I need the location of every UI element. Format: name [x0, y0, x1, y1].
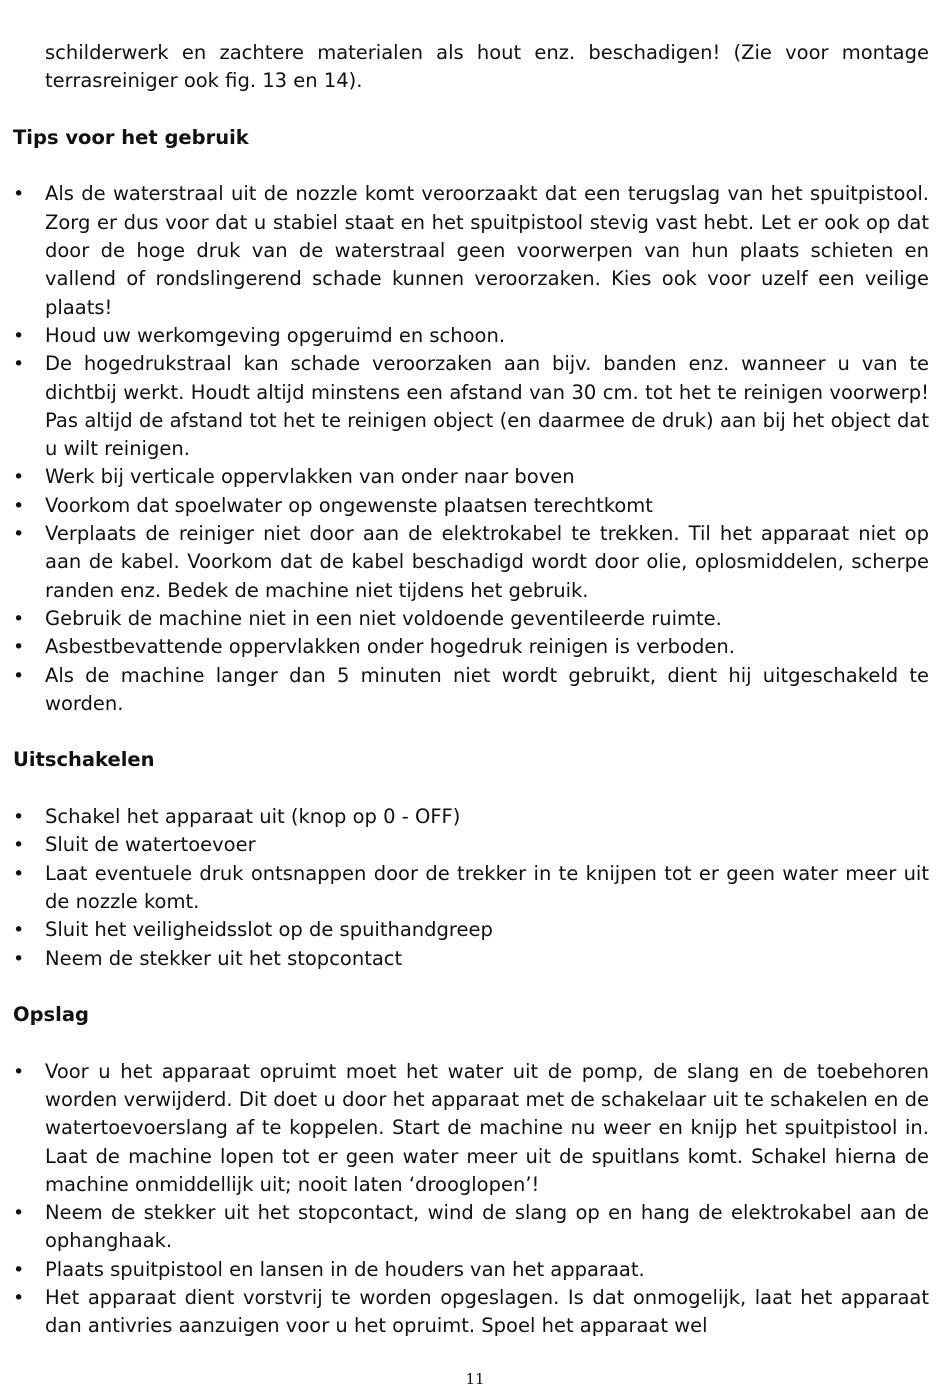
heading-uitschakelen: Uitschakelen: [13, 748, 155, 772]
opslag-list: [13, 1058, 929, 1341]
list-item: • Neem de stekker uit het stopcontact: [13, 945, 929, 973]
list-item: • Voor u het apparaat opruimt moet het water uit de pomp, de slang en de toebehoren worden verwijderd. Dit doet u door het apparaat met de schakelaar uit te schakelen en de watertoevoerslang af te koppelen. Start de machine nu weer en knijp het spuitpistool in. Laat de machine lopen tot er geen water meer uit de spuitlans komt. Schakel hierna de machine onmiddellijk uit; nooit laten ‘drooglopen’!: [13, 1058, 929, 1199]
heading-tips: Tips voor het gebruik: [13, 125, 249, 149]
list-item: • Gebruik de machine niet in een niet voldoende geventileerde ruimte.: [13, 605, 929, 633]
heading-opslag: Opslag: [13, 1003, 89, 1027]
list-item: • Verplaats de reiniger niet door aan de elektrokabel te trekken. Til het apparaat niet op aan de kabel. Voorkom dat de kabel beschadigd wordt door olie, oplosmiddelen, scherpe randen enz. Bedek de machine niet tijdens het gebruik.: [13, 520, 929, 605]
list-item: • Schakel het apparaat uit (knop op 0 - OFF): [13, 803, 929, 831]
list-item: • Sluit de watertoevoer: [13, 831, 929, 859]
list-item: • De hogedrukstraal kan schade veroorzaken aan bijv. banden enz. wanneer u van te dichtbij werkt. Houdt altijd minstens een afstand van 30 cm. tot het te reinigen voorwerp! Pas altijd de afstand tot het te reinigen object (en daarmee de druk) aan bij het object dat u wilt reinigen.: [13, 350, 929, 463]
list-item: • Laat eventuele druk ontsnappen door de trekker in te knijpen tot er geen water meer uit de nozzle komt.: [13, 860, 929, 917]
list-item: • Als de machine langer dan 5 minuten niet wordt gebruikt, dient hij uitgeschakeld te worden.: [13, 662, 929, 719]
list-item: • Houd uw werkomgeving opgeruimd en schoon.: [13, 322, 929, 350]
tips-list: [13, 180, 929, 718]
page-content: [13, 39, 929, 1341]
list-item: • Voorkom dat spoelwater op ongewenste plaatsen terechtkomt: [13, 492, 929, 520]
list-item: • Sluit het veiligheidsslot op de spuithandgreep: [13, 916, 929, 944]
list-item: • Neem de stekker uit het stopcontact, wind de slang op en hang de elektrokabel aan de ophanghaak.: [13, 1199, 929, 1256]
list-item: • Het apparaat dient vorstvrij te worden opgeslagen. Is dat onmogelijk, laat het apparaat dan antivries aanzuigen voor u het opruimt. Spoel het apparaat wel: [13, 1284, 929, 1341]
intro-continuation: schilderwerk en zachtere materialen als hout enz. beschadigen! (Zie voor montage terrasreiniger ook fig. 13 en 14).: [45, 41, 929, 93]
list-item: • Als de waterstraal uit de nozzle komt veroorzaakt dat een terugslag van het spuitpistool. Zorg er dus voor dat u stabiel staat en het spuitpistool stevig vast hebt. Let er ook op dat door de hoge druk van de waterstraal geen voorwerpen van hun plaats schieten en vallend of rondslingerend schade kunnen veroorzaken. Kies ook voor uzelf een veilige plaats!: [13, 180, 929, 321]
page-number: 11: [465, 1370, 485, 1388]
list-item: • Asbestbevattende oppervlakken onder hogedruk reinigen is verboden.: [13, 633, 929, 661]
list-item: • Werk bij verticale oppervlakken van onder naar boven: [13, 463, 929, 491]
list-item: • Plaats spuitpistool en lansen in de houders van het apparaat.: [13, 1256, 929, 1284]
uitschakelen-list: [13, 803, 929, 973]
